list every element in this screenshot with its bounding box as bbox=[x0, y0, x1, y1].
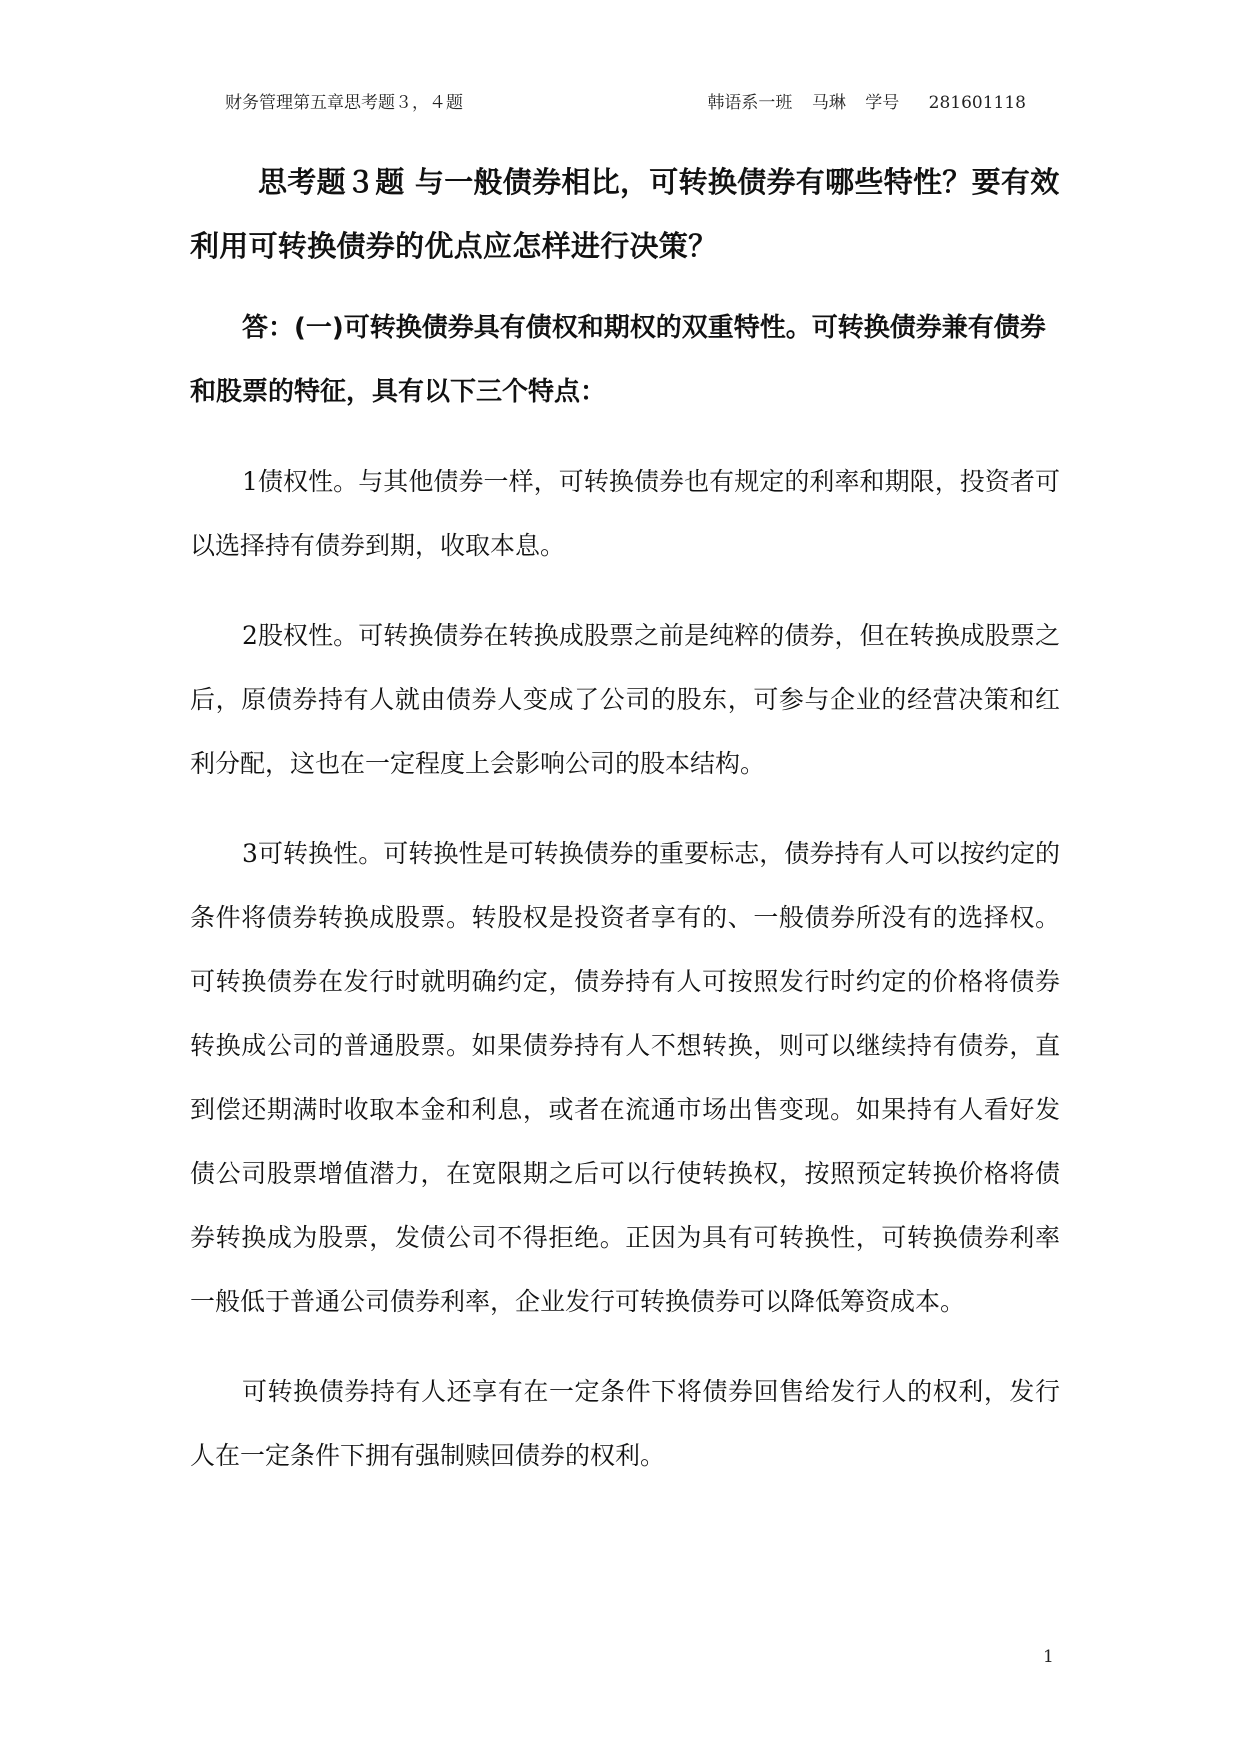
header-class: 韩语系一班 bbox=[707, 93, 793, 113]
paragraph-put-call-rights: 可转换债券持有人还享有在一定条件下将债券回售给发行人的权利，发行人在一定条件下拥有强制赎回债券的权利。 bbox=[190, 1377, 1060, 1470]
header-name: 马琳 bbox=[811, 93, 846, 113]
header-student-id: 281601118 bbox=[928, 93, 1026, 113]
header-student-info bbox=[707, 88, 1026, 113]
question-title: 思考题３题 与一般债券相比，可转换债券有哪些特性？要有效利用可转换债券的优点应怎样进行决策？ bbox=[190, 165, 1060, 263]
header-course-title: 财务管理第五章思考题３，４题 bbox=[225, 93, 463, 113]
paragraph-convertibility: 3可转换性。可转换性是可转换债券的重要标志，债券持有人可以按约定的条件将债券转换成股票。转股权是投资者享有的、一般债券所没有的选择权。可转换债券在发行时就明确约定，债券持有人可按照发行时约定的价格将债券转换成公司的普通股票。如果债券持有人不想转换，则可以继续持有债券，直到偿还期满时收取本金和利息，或者在流通市场出售变现。如果持有人看好发债公司股票增值潜力，在宽限期之后可以行使转换权，按照预定转换价格将债券转换成为股票，发债公司不得拒绝。正因为具有可转换性，可转换债券利率一般低于普通公司债券利率，企业发行可转换债券可以降低筹资成本。 bbox=[190, 839, 1060, 1316]
paragraph-debt-nature: 1债权性。与其他债券一样，可转换债券也有规定的利率和期限，投资者可以选择持有债券到期，收取本息。 bbox=[190, 467, 1060, 560]
page-number: 1 bbox=[1043, 1647, 1054, 1667]
header-student-id-label: 学号 bbox=[865, 93, 900, 113]
answer-intro: 答：(一)可转换债券具有债权和期权的双重特性。可转换债券兼有债券和股票的特征，具有以下三个特点： bbox=[190, 313, 1046, 407]
document-body bbox=[190, 150, 1060, 1514]
paragraph-equity-nature: 2股权性。可转换债券在转换成股票之前是纯粹的债券，但在转换成股票之后，原债券持有人就由债券人变成了公司的股东，可参与企业的经营决策和红利分配，这也在一定程度上会影响公司的股本结构。 bbox=[190, 621, 1060, 778]
